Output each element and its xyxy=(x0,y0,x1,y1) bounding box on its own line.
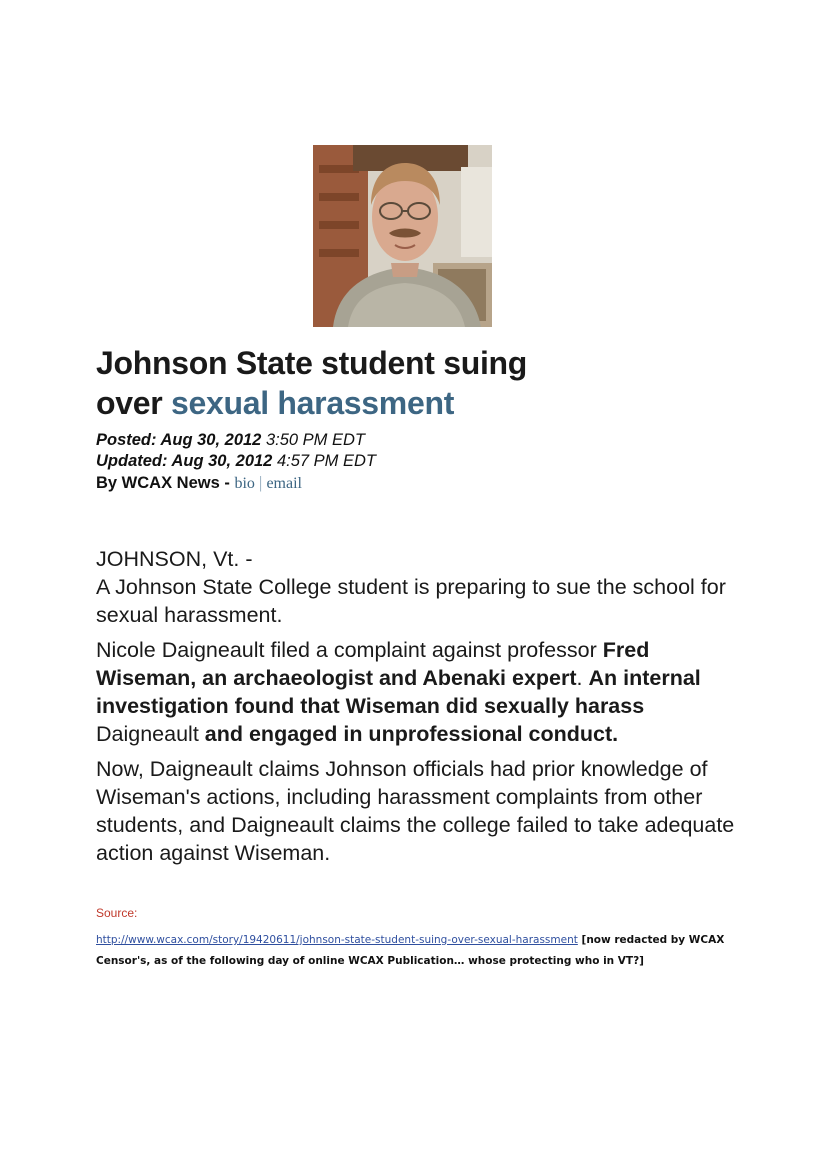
paragraph-2 xyxy=(96,636,736,748)
source-line xyxy=(96,930,736,972)
article-body xyxy=(96,545,736,874)
source-note: [now redacted by WCAX Censor's, as of the following day of online WCAX Publication… whose protecting who in VT?] xyxy=(96,934,725,967)
p2-text-e: Daigneault xyxy=(96,722,205,746)
portrait-photo xyxy=(313,145,492,327)
p2-bold-f: and engaged in unprofessional conduct. xyxy=(204,722,619,746)
posted-time: 3:50 PM EDT xyxy=(261,431,365,449)
p2-bold-d: An internal investigation found that Wiseman did sexually harass xyxy=(96,666,701,718)
posted-date: Posted: Aug 30, 2012 xyxy=(96,431,262,449)
updated-line xyxy=(96,451,736,472)
portrait-image xyxy=(313,145,492,327)
source-label: Source: xyxy=(96,906,138,920)
bio-link[interactable]: bio xyxy=(234,475,255,492)
updated-time: 4:57 PM EDT xyxy=(272,452,376,470)
updated-date: Updated: Aug 30, 2012 xyxy=(96,452,273,470)
byline-author: By WCAX News - xyxy=(96,474,235,492)
link-separator: | xyxy=(254,473,267,492)
p2-bold-b: Fred Wiseman, an archaeologist and Abenaki expert xyxy=(96,638,650,690)
byline xyxy=(96,472,736,494)
p2-text-a: Nicole Daigneault filed a complaint against professor xyxy=(96,638,603,662)
source-url-link[interactable]: http://www.wcax.com/story/19420611/johnson-state-student-suing-over-sexual-harassment xyxy=(96,934,578,946)
headline-accent: sexual harassment xyxy=(171,385,455,421)
headline-line-1: Johnson State student suing xyxy=(96,345,528,381)
headline-line-2: over xyxy=(96,385,171,421)
posted-line xyxy=(96,430,736,451)
dateline: JOHNSON, Vt. - xyxy=(96,547,253,571)
paragraph-3: Now, Daigneault claims Johnson officials had prior knowledge of Wiseman's actions, including harassment complaints from other students, and Daigneault claims the college failed to take adequate action against Wiseman. xyxy=(96,757,735,865)
article-meta xyxy=(96,430,736,494)
email-link[interactable]: email xyxy=(266,475,302,492)
p2-text-c: . xyxy=(576,666,589,690)
paragraph-1: A Johnson State College student is preparing to sue the school for sexual harassment. xyxy=(96,575,726,627)
headline xyxy=(96,343,736,423)
